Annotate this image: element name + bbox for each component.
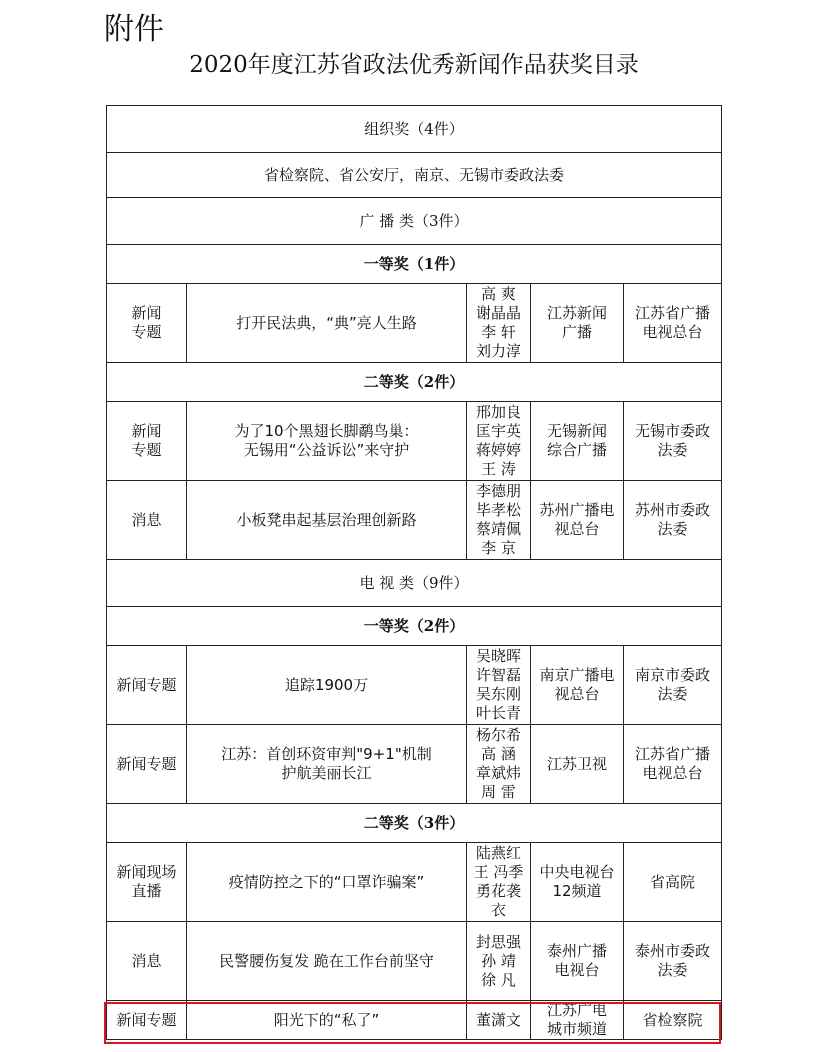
attachment-label: 附件	[104, 12, 164, 47]
entry-title: 打开民法典，“典”亮人生路	[187, 284, 467, 363]
entry-unit: 江苏广电 城市频道	[531, 1001, 624, 1040]
entry-type: 新闻专题	[107, 725, 187, 804]
awards-table	[106, 105, 722, 1040]
section-heading-row	[107, 106, 722, 153]
table-row	[107, 725, 722, 804]
entry-authors: 吴晓晖 许智磊 吴东刚 叶长青	[467, 646, 531, 725]
entry-type: 消息	[107, 922, 187, 1001]
entry-unit: 苏州广播电 视总台	[531, 481, 624, 560]
entry-recommender: 无锡市委政 法委	[624, 402, 722, 481]
table-row	[107, 646, 722, 725]
tv-category-heading: 电 视 类（9件）	[107, 560, 722, 607]
entry-authors: 邢加良 匡宇英 蒋婷婷 王 涛	[467, 402, 531, 481]
prize-heading-row	[107, 607, 722, 646]
document-title: 2020年度江苏省政法优秀新闻作品获奖目录	[189, 52, 639, 78]
table-row	[107, 481, 722, 560]
entry-recommender: 苏州市委政 法委	[624, 481, 722, 560]
entry-authors: 李德朋 毕孝松 蔡靖佩 李 京	[467, 481, 531, 560]
entry-recommender: 江苏省广播 电视总台	[624, 284, 722, 363]
awards-table-body	[107, 106, 722, 1040]
org-award-list: 省检察院、省公安厅，南京、无锡市委政法委	[107, 153, 722, 198]
section-heading-row	[107, 198, 722, 245]
radio-second-prize-heading: 二等奖（2件）	[107, 363, 722, 402]
table-row	[107, 922, 722, 1001]
prize-heading-row	[107, 363, 722, 402]
entry-unit: 中央电视台 12频道	[531, 843, 624, 922]
entry-type: 新闻专题	[107, 646, 187, 725]
org-award-list-row	[107, 153, 722, 198]
entry-title: 江苏：首创环资审判"9+1"机制 护航美丽长江	[187, 725, 467, 804]
entry-authors: 陆燕红 王 冯季 勇花袭 衣	[467, 843, 531, 922]
entry-type: 新闻现场 直播	[107, 843, 187, 922]
entry-authors: 杨尔希 高 涵 章斌炜 周 雷	[467, 725, 531, 804]
entry-authors: 封思强 孙 靖 徐 凡	[467, 922, 531, 1001]
entry-unit: 江苏新闻 广播	[531, 284, 624, 363]
radio-first-prize-heading: 一等奖（1件）	[107, 245, 722, 284]
entry-authors: 董潇文	[467, 1001, 531, 1040]
table-row	[107, 1001, 722, 1040]
table-row	[107, 402, 722, 481]
entry-type: 新闻 专题	[107, 284, 187, 363]
entry-title: 疫情防控之下的“口罩诈骗案”	[187, 843, 467, 922]
entry-title: 为了10个黑翅长脚鹬鸟巢： 无锡用“公益诉讼”来守护	[187, 402, 467, 481]
prize-heading-row	[107, 804, 722, 843]
entry-authors: 高 爽 谢晶晶 李 轩 刘力淳	[467, 284, 531, 363]
entry-title: 民警腰伤复发 跪在工作台前坚守	[187, 922, 467, 1001]
entry-recommender: 江苏省广播 电视总台	[624, 725, 722, 804]
section-heading-row	[107, 560, 722, 607]
entry-unit: 泰州广播 电视台	[531, 922, 624, 1001]
entry-title: 小板凳串起基层治理创新路	[187, 481, 467, 560]
table-row	[107, 284, 722, 363]
table-row	[107, 843, 722, 922]
tv-second-prize-heading: 二等奖（3件）	[107, 804, 722, 843]
entry-type: 新闻 专题	[107, 402, 187, 481]
entry-recommender: 南京市委政 法委	[624, 646, 722, 725]
radio-category-heading: 广 播 类（3件）	[107, 198, 722, 245]
entry-recommender: 省高院	[624, 843, 722, 922]
entry-unit: 南京广播电 视总台	[531, 646, 624, 725]
entry-recommender: 省检察院	[624, 1001, 722, 1040]
prize-heading-row	[107, 245, 722, 284]
entry-recommender: 泰州市委政 法委	[624, 922, 722, 1001]
entry-type: 消息	[107, 481, 187, 560]
org-award-heading: 组织奖（4件）	[107, 106, 722, 153]
entry-title: 追踪1900万	[187, 646, 467, 725]
entry-unit: 江苏卫视	[531, 725, 624, 804]
entry-unit: 无锡新闻 综合广播	[531, 402, 624, 481]
entry-type: 新闻专题	[107, 1001, 187, 1040]
entry-title: 阳光下的“私了”	[187, 1001, 467, 1040]
tv-first-prize-heading: 一等奖（2件）	[107, 607, 722, 646]
